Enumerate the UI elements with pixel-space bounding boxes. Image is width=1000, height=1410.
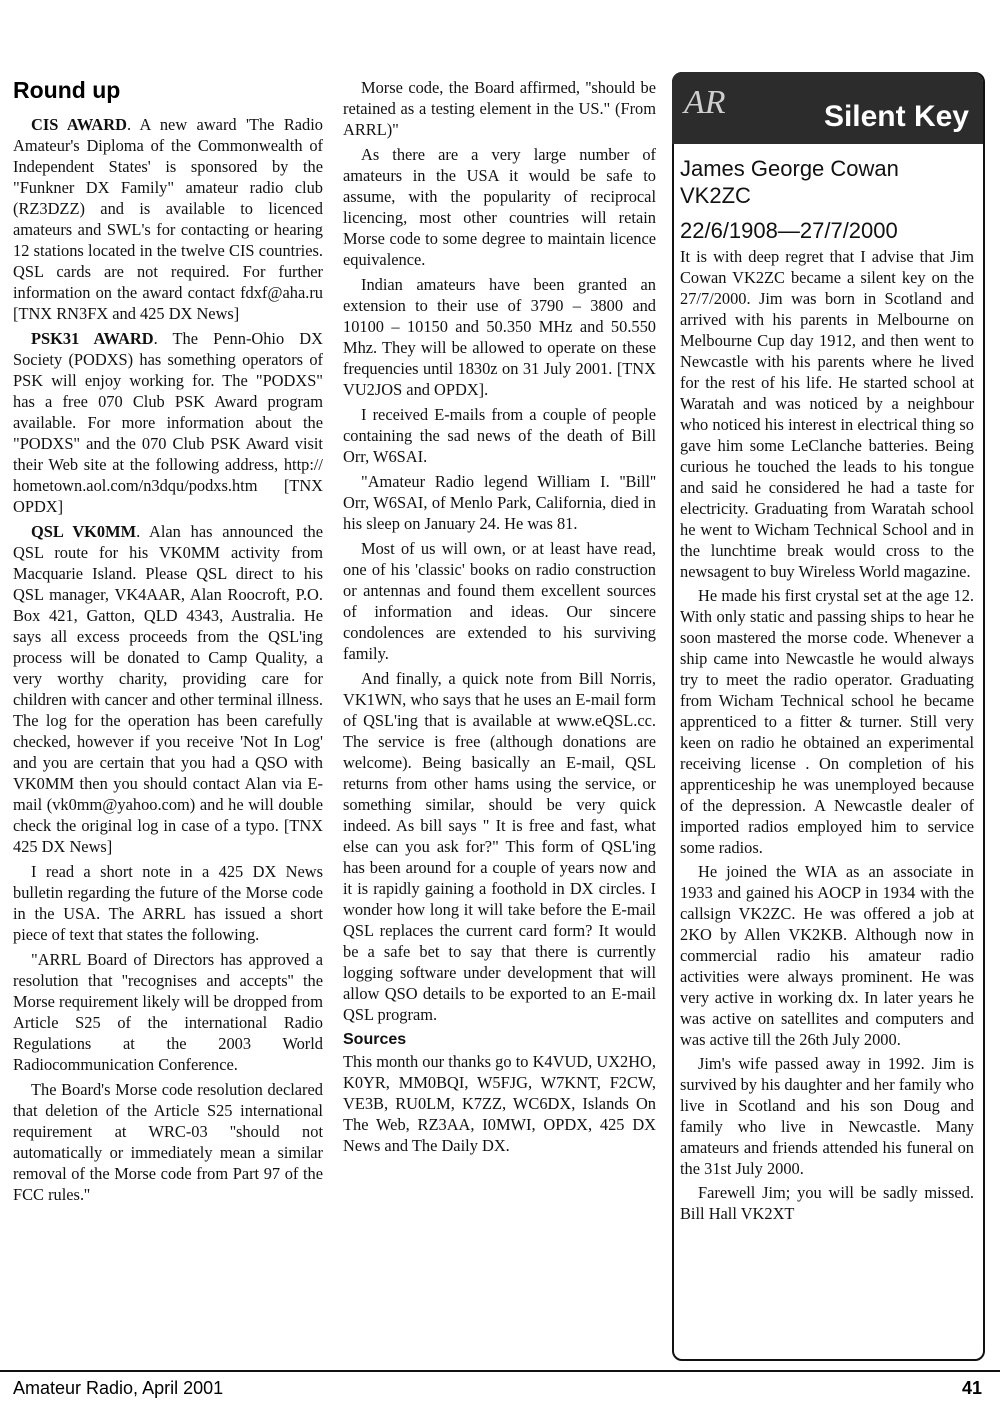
paragraph-classic-books: Most of us will own, or at least have read, one of his 'classic' books on radio construction or antennas and found them excellent sources of information and ideas. Our sincere condolences are extended to his surviving family. — [343, 539, 656, 663]
column-middle — [343, 73, 656, 1156]
footer-publication: Amateur Radio, April 2001 — [13, 1378, 224, 1398]
ar-logo: AR — [684, 84, 726, 121]
text-cis-award: . A new award 'The Radio Amateur's Diploma of the Commonwealth of Independent States' is sponsored by the "Funkner DX Family" amateur radio club (RZ3DZZ) and is available to licenced amateurs and SWL's for contacting or hearing 12 stations located in the twelve CIS countries. QSL cards are not required. For further information on the award contact fdxf@aha.ru [TNX RN3FX and 425 DX News] — [13, 115, 323, 323]
footer-rule — [0, 1370, 1000, 1372]
paragraph-sources: This month our thanks go to K4VUD, UX2HO, K0YR, MM0BQI, W5FJG, W7KNT, F2CW, VE3B, RU0LM, K7ZZ, WC6DX, Islands On The Web, RZ3AA, I0MWI, OPDX, 425 DX News and The Daily DX. — [343, 1052, 656, 1155]
paragraph-obituary-1: It is with deep regret that I advise that Jim Cowan VK2ZC became a silent key on the 27/7/2000. Jim was born in Scotland and arrived with his parents in Melbourne on Melbourne Cup day 1912, and then went to Newcastle with his parents where he lived for the rest of his life. He started school at Waratah and was noticed by a neighbour who noticed his interest in electrical thing so gave him some LeClanche batteries. Being curious he touched the leads to his tongue and said he considered he had a taste for electricity. Graduating from Waratah school he went to Wicham Technical School and in the lunchtime break would cross to the newsagent to buy Wireless World magazine. — [680, 247, 974, 581]
text-qsl-vk0mm: . Alan has announced the QSL route for his VK0MM activity from Macquarie Island. Please QSL direct to his QSL manager, VK4AAR, Alan Roocroft, P.O. Box 421, Gatton, QLD 4343, Australia. He says all excess proceeds from the QSL'ing process will be donated to Camp Quality, a very worthy charity, providing care for children with cancer and other terminal illness. The log for the operation has been carefully checked, however if you receive 'Not In Log' and you are certain that you had a QSO with VK0MM then you should contact Alan via E-mail (vk0mm@yahoo.com) and he will double check the original log in case of a typo. [TNX 425 DX News] — [13, 522, 323, 856]
paragraph-obituary-3: He joined the WIA as an associate in 1933 and gained his AOCP in 1934 with the callsign VK2ZC. He was offered a job at 2KO by Allen VK2KB. Although now in commercial radio his amateur radio activities were always prominent. He was very active in working dx. In later years he was active on satellites and computers and was active till the 26th July 2000. — [680, 862, 974, 1049]
paragraph-morse-resolution: The Board's Morse code resolution declared that deletion of the Article S25 international requirement at WRC-03 ''should not automatically or immediately mean a similar removal of the Morse code from Part 97 of the FCC rules.'' — [13, 1080, 323, 1204]
text-psk31-award: . The Penn-Ohio DX Society (PODXS) has something operators of PSK will enjoy working for. The "PODXS" has a free 070 Club PSK Award program available. For more information about the "PODXS" and the 070 Club PSK Award visit their Web site at the following address, http:// hometown.aol.com/n3dqu/podxs.htm [TNX OPDX] — [13, 329, 323, 516]
page-heading: Round up — [13, 77, 121, 103]
column-left — [13, 110, 323, 1205]
lead-psk31-award: PSK31 AWARD — [31, 329, 154, 348]
paragraph-psk31-award — [13, 328, 323, 517]
paragraph-board-affirmed: Morse code, the Board affirmed, ''should be retained as a testing element in the US." (From ARRL)" — [343, 78, 656, 139]
paragraph-cis-award — [13, 114, 323, 324]
obituary-name: James George Cowan — [680, 156, 899, 181]
paragraph-qsl-vk0mm — [13, 521, 323, 857]
paragraph-eqsl: And finally, a quick note from Bill Norris, VK1WN, who says that he uses an E-mail form of QSL'ing that is available at www.eQSL.cc. The service is free (although donations are welcome). Being basically an E-mail, QSL returns from other hams using the service, or something similar, should be very quick indeed. As bill says " It is free and fast, what else can you ask for?" This form of QSL'ing has been around for a couple of years now and it is rapidly gaining a foothold in DX circles. I wonder how long it will take before the E-mail QSL replaces the current card form? It would be a safe bet to say that there is currently logging software under development that will allow QSO details to be exported to an E-mail QSL program. — [343, 669, 656, 1024]
paragraph-obituary-5: Farewell Jim; you will be sadly missed. Bill Hall VK2XT — [680, 1183, 974, 1223]
paragraph-indian-amateurs: Indian amateurs have been granted an extension to their use of 3790 – 3800 and 10100 – 10150 and 50.350 MHz and 50.550 Mhz. They will be allowed to operate on these frequencies until 1830z on 31 July 2001. [TNX VU2JOS and OPDX]. — [343, 275, 656, 399]
banner-title: Silent Key — [823, 100, 969, 133]
column-right — [680, 155, 974, 1224]
paragraph-obituary-4: Jim's wife passed away in 1992. Jim is survived by his daughter and her family who live in Scotland and his son Doug and family who live in Newcastle. Many amateurs and friends attended his funeral on the 31st July 2000. — [680, 1054, 974, 1178]
sources-heading: Sources — [343, 1031, 407, 1048]
paragraph-obituary-2: He made his first crystal set at the age 12. With only static and passing ships to hear he soon mastered the morse code. Whenever a ship came into Newcastle he would always try to meet the radio operator. Graduating from Wicham Technical school he became apprenticed to a fitter & turner. Still very keen on radio he obtained an experimental receiving license . On completion of his apprenticeship he was unemployed because of the depression. A Newcastle dealer of imported radios employed him to service some radios. — [680, 586, 974, 857]
silent-key-banner — [672, 72, 983, 144]
obituary-dates: 22/6/1908—27/7/2000 — [680, 218, 898, 243]
paragraph-arrl-board: "ARRL Board of Directors has approved a resolution that ''recognises and accepts'' the Morse requirement likely will be dropped from Article S25 of the international Radio Regulations at the 2003 World Radiocommunication Conference. — [13, 950, 323, 1074]
paragraph-morse-note: I read a short note in a 425 DX News bulletin regarding the future of the Morse code in the USA. The ARRL has issued a short piece of text that states the following. — [13, 862, 323, 944]
page-number: 41 — [961, 1378, 982, 1398]
lead-qsl-vk0mm: QSL VK0MM — [31, 522, 137, 541]
paragraph-reciprocal-licencing: As there are a very large number of amateurs in the USA it would be safe to assume, with the popularity of reciprocal licencing, most other countries will retain Morse code to some degree to maintain licence equivalence. — [343, 145, 656, 269]
lead-cis-award: CIS AWARD — [31, 115, 127, 134]
paragraph-bill-orr: "Amateur Radio legend William I. ''Bill'' Orr, W6SAI, of Menlo Park, California, died in his sleep on January 24. He was 81. — [343, 472, 656, 533]
paragraph-emails-received: I received E-mails from a couple of people containing the sad news of the death of Bill Orr, W6SAI. — [343, 405, 656, 466]
obituary-callsign: VK2ZC — [680, 183, 751, 208]
